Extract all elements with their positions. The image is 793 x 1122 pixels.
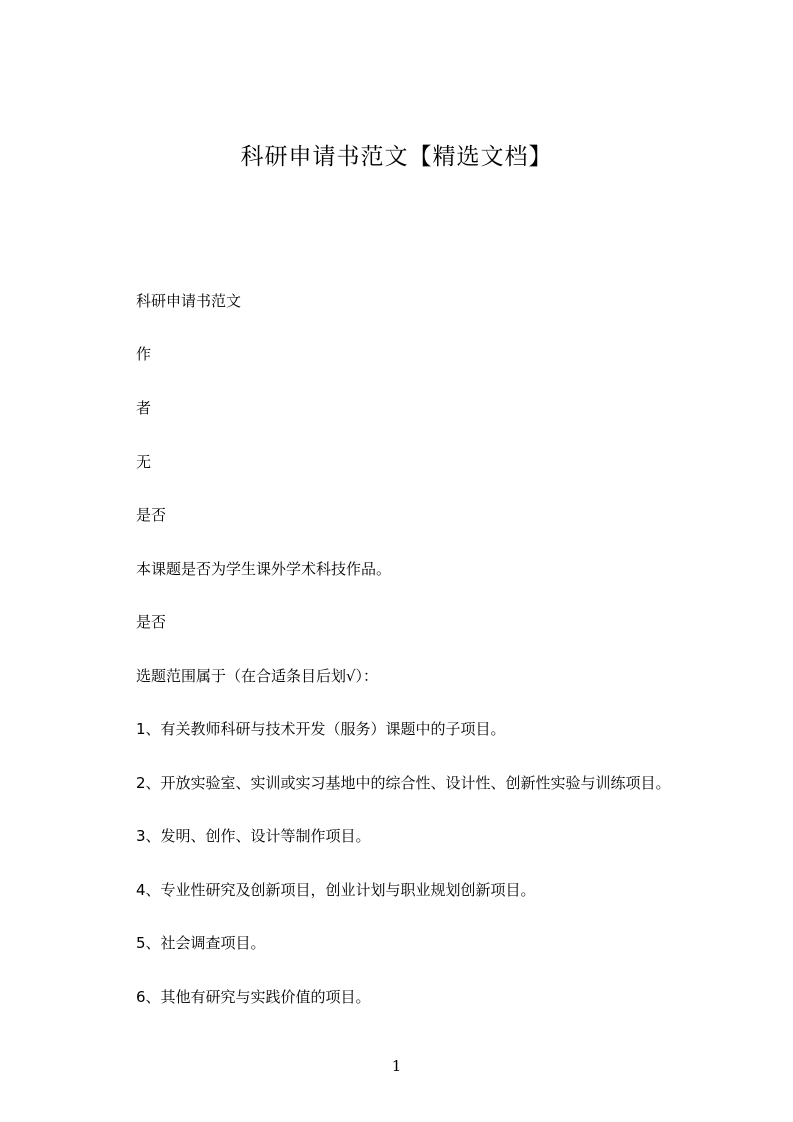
paragraph-scope-intro: 选题范围属于（在合适条目后划√）：: [136, 667, 379, 685]
paragraph-author-label-1: 作: [136, 345, 152, 363]
paragraph-author-value: 无: [136, 453, 152, 471]
list-item: 2、开放实验室、实训或实习基地中的综合性、设计性、创新性实验与训练项目。: [136, 774, 671, 792]
document-title: 科研申请书范文【精选文档】: [240, 144, 553, 170]
list-item: 4、专业性研究及创新项目，创业计划与职业规划创新项目。: [136, 881, 536, 899]
list-item: 3、发明、创作、设计等制作项目。: [136, 827, 371, 845]
paragraph-yes-no-1: 是否: [136, 506, 167, 524]
list-item: 6、其他有研究与实践价值的项目。: [136, 988, 371, 1006]
page-number: 1: [391, 1057, 402, 1075]
list-item: 5、社会调查项目。: [136, 934, 266, 952]
paragraph-question: 本课题是否为学生课外学术科技作品。: [136, 560, 392, 578]
paragraph-doc-name: 科研申请书范文: [136, 292, 242, 310]
list-item: 1、有关教师科研与技术开发（服务）课题中的子项目。: [136, 720, 506, 738]
paragraph-yes-no-2: 是否: [136, 613, 167, 631]
paragraph-author-label-2: 者: [136, 399, 152, 417]
